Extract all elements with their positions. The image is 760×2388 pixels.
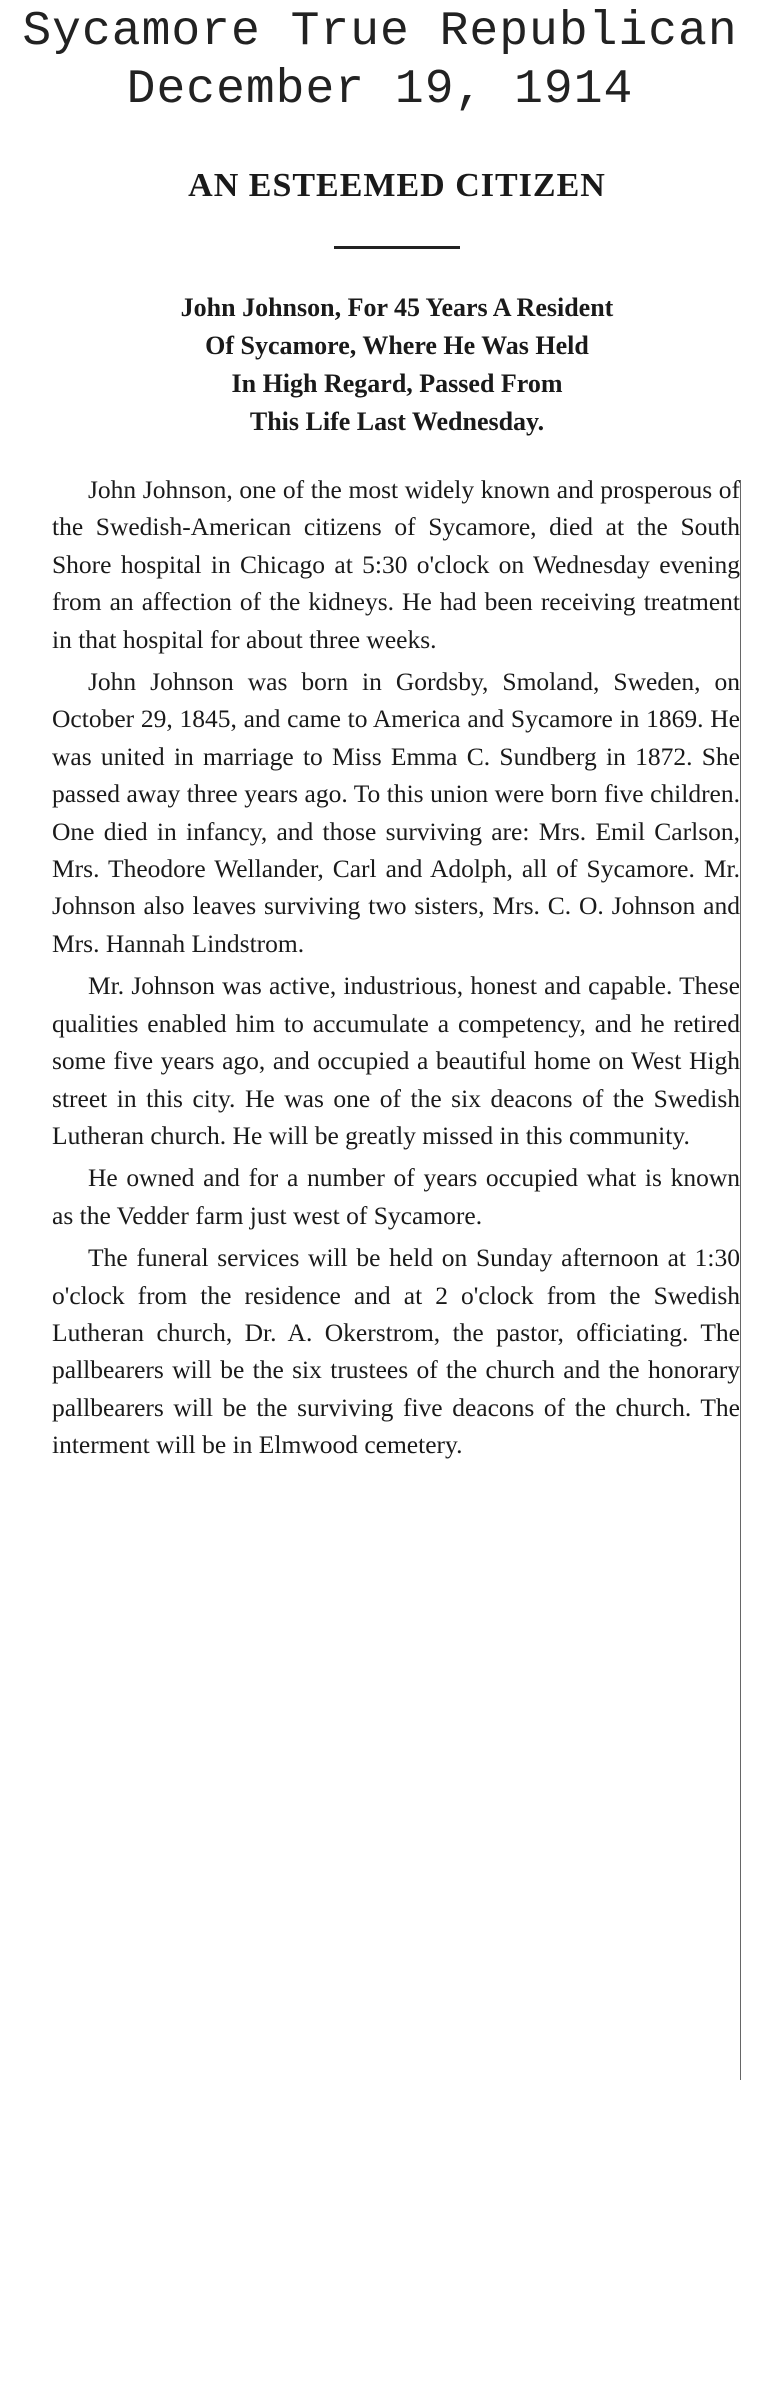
body-paragraph: Mr. Johnson was active, industrious, honest and capable. These qualities enabled him to accumulate a competency, and he retired some five years ago, and occupied a beautiful home on West High street in this city. He was one of the six deacons of the Swedish Lutheran church. He will be greatly missed in this community. <box>52 971 740 1150</box>
article <box>52 150 742 1469</box>
column-rule <box>740 480 741 2080</box>
body-paragraph: The funeral services will be held on Sunday afternoon at 1:30 o'clock from the residence and at 2 o'clock from the Swedish Lutheran church, Dr. A. Okerstrom, the pastor, officiating. The pallbearers will be the six trustees of the church and the honorary pallbearers will be the surviving five deacons of the church. The interment will be in Elmwood cemetery. <box>52 1243 740 1460</box>
article-headline: AN ESTEEMED CITIZEN <box>188 167 606 204</box>
body-paragraph: He owned and for a number of years occupied what is known as the Vedder farm just west of Sycamore. <box>52 1163 740 1230</box>
deck-line: Of Sycamore, Where He Was Held <box>205 331 589 360</box>
deck-line: In High Regard, Passed From <box>231 369 563 398</box>
body-paragraph: John Johnson, one of the most widely known and prosperous of the Swedish-American citizens of Sycamore, died at the South Shore hospital in Chicago at 5:30 o'clock on Wednesday evening from an affection of the kidneys. He had been receiving treatment in that hospital for about three weeks. <box>52 475 740 654</box>
body-paragraph: John Johnson was born in Gordsby, Smoland, Sweden, on October 29, 1845, and came to America and Sycamore in 1869. He was united in marriage to Miss Emma C. Sundberg in 1872. She passed away three years ago. To this union were born five children. One died in infancy, and those surviving are: Mrs. Emil Carlson, Mrs. Theodore Wellander, Carl and Adolph, all of Sycamore. Mr. Johnson also leaves surviving two sisters, Mrs. C. O. Johnson and Mrs. Hannah Lindstrom. <box>52 667 740 958</box>
headline-divider <box>334 246 460 249</box>
paper-date: December 19, 1914 <box>126 63 634 117</box>
article-deck <box>52 289 742 441</box>
article-body <box>52 471 742 1464</box>
deck-line: This Life Last Wednesday. <box>249 407 545 436</box>
paper-name: Sycamore True Republican <box>22 5 738 59</box>
deck-line: John Johnson, For 45 Years A Resident <box>180 293 614 322</box>
